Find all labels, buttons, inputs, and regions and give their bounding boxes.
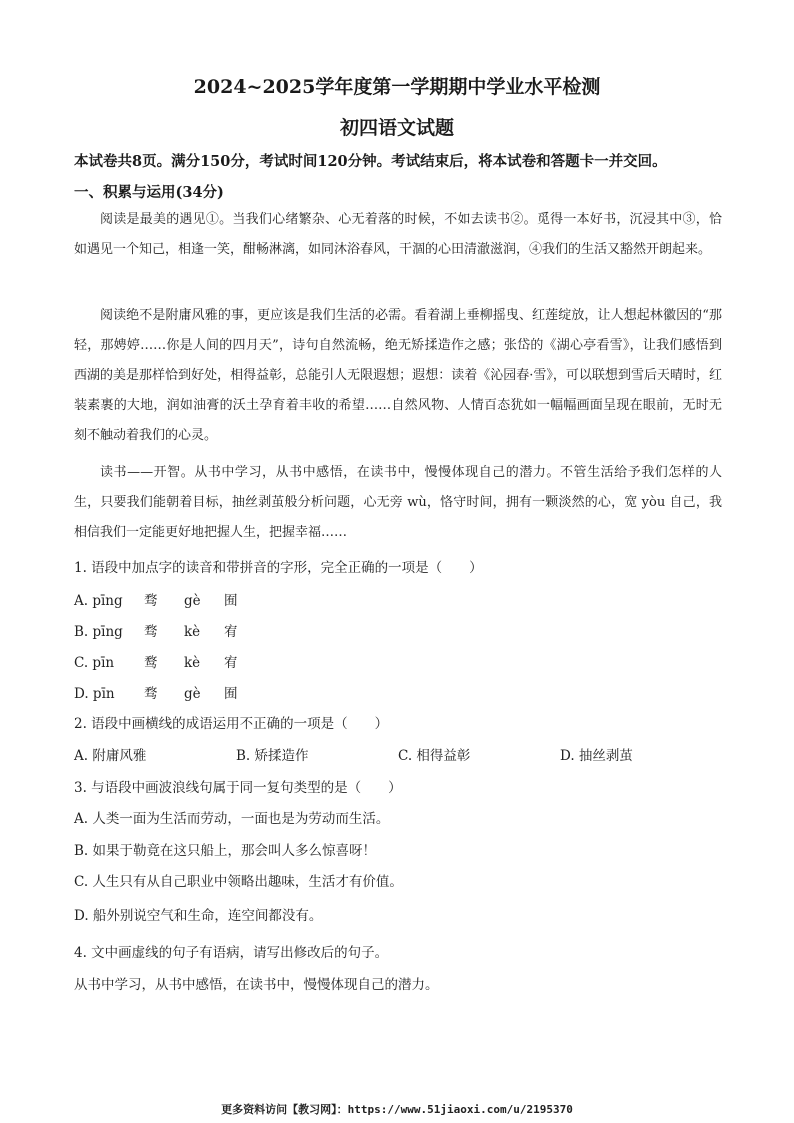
passage-paragraph-3: 读书——开智。从书中学习，从书中感悟，在读书中，慢慢体现自己的潜力。不管生活给予我们怎样的人生，只要我们能朝着目标，抽丝剥茧般分析问题，心无旁 wù，恪守时间，拥有一颗淡然的心，宽 yòu 自己，我相信我们一定能更好地把握人生，把握幸福……: [74, 465, 722, 540]
question-2-option-a: A. 附庸风雅: [74, 748, 147, 764]
passage-paragraph-1: 阅读是最美的遇见①。当我们心绪繁杂、心无着落的时候，不如去读书②。觅得一本好书，沉浸其中③，恰如遇见一个知己，相逢一笑，酣畅淋漓，如同沐浴春风，干涸的心田清澈滋润，④我们的生活又豁然开朗起来。: [74, 212, 722, 257]
question-1-option-a: [74, 589, 238, 609]
question-2-stem: 2. 语段中画横线的成语运用不正确的一项是（ ）: [74, 716, 389, 732]
question-3-option-b: B. 如果于勒竟在这只船上，那会叫人多么惊喜呀！: [74, 843, 377, 859]
option-pinyin: gè: [184, 686, 201, 702]
question-4-stem: 4. 文中画虚线的句子有语病，请写出修改后的句子。: [74, 945, 389, 961]
option-char: 骛: [144, 686, 158, 702]
question-2-options: [74, 744, 722, 764]
option-pinyin: kè: [184, 655, 201, 671]
question-1-option-d: [74, 682, 238, 702]
question-1-stem: 1. 语段中加点字的读音和带拼音的字形，完全正确的一项是（ ）: [74, 560, 483, 576]
option-pinyin: gè: [184, 593, 201, 609]
question-2-option-c: C. 相得益彰: [398, 748, 471, 764]
option-label: A. pīng: [74, 593, 123, 609]
option-char: 宥: [224, 655, 238, 671]
option-char: 囿: [224, 686, 238, 702]
question-3-option-a: A. 人类一面为生活而劳动，一面也是为劳动而生活。: [74, 811, 390, 827]
option-char: 骛: [144, 624, 158, 640]
option-label: C. pīn: [74, 655, 115, 671]
option-label: B. pīng: [74, 624, 123, 640]
option-char: 骛: [144, 593, 158, 609]
question-2-option-d: D. 抽丝剥茧: [560, 748, 633, 764]
question-2-option-b: B. 矫揉造作: [236, 748, 309, 764]
exam-subtitle: 初四语文试题: [339, 117, 454, 139]
footer-link[interactable]: 更多资料访问【教习网】：https://www.51jiaoxi.com/u/2195370: [221, 1103, 573, 1116]
option-char: 宥: [224, 624, 238, 640]
option-char: 鹜: [144, 655, 158, 671]
question-3-option-d: D. 船外别说空气和生命，连空间都没有。: [74, 908, 323, 924]
exam-title: 2024~2025学年度第一学期期中学业水平检测: [193, 76, 601, 98]
question-4-quote: 从书中学习，从书中感悟，在读书中，慢慢体现自己的潜力。: [74, 977, 439, 993]
question-3-option-c: C. 人生只有从自己职业中领略出趣味，生活才有价值。: [74, 874, 403, 890]
option-label: D. pīn: [74, 686, 115, 702]
passage-paragraph-2: 阅读绝不是附庸风雅的事，更应该是我们生活的必需。看着湖上垂柳摇曳、红莲绽放，让人想起林徽因的“那轻，那娉婷……你是人间的四月天”，诗句自然流畅，绝无矫揉造作之感；张岱的《湖心亭看雪》，让我们感悟到西湖的美是那样恰到好处，相得益彰，总能引人无限遐想；遐想：读着《沁园春·雪》，可以联想到雪后天晴时，红装素裹的大地，润如油膏的沃土孕育着丰收的希望……自然风物、人情百态犹如一幅幅画面呈现在眼前，无时无刻不触动着我们的心灵。: [74, 308, 722, 443]
question-1-option-c: [74, 651, 238, 671]
option-char: 囿: [224, 593, 238, 609]
question-1-option-b: [74, 620, 238, 640]
section-heading: 一、积累与运用(34分): [74, 184, 224, 201]
question-3-stem: 3. 与语段中画波浪线句属于同一复句类型的是（ ）: [74, 780, 402, 796]
option-pinyin: kè: [184, 624, 201, 640]
exam-instructions: 本试卷共8页。满分150分，考试时间120分钟。考试结束后，将本试卷和答题卡一并交回。: [74, 153, 667, 170]
